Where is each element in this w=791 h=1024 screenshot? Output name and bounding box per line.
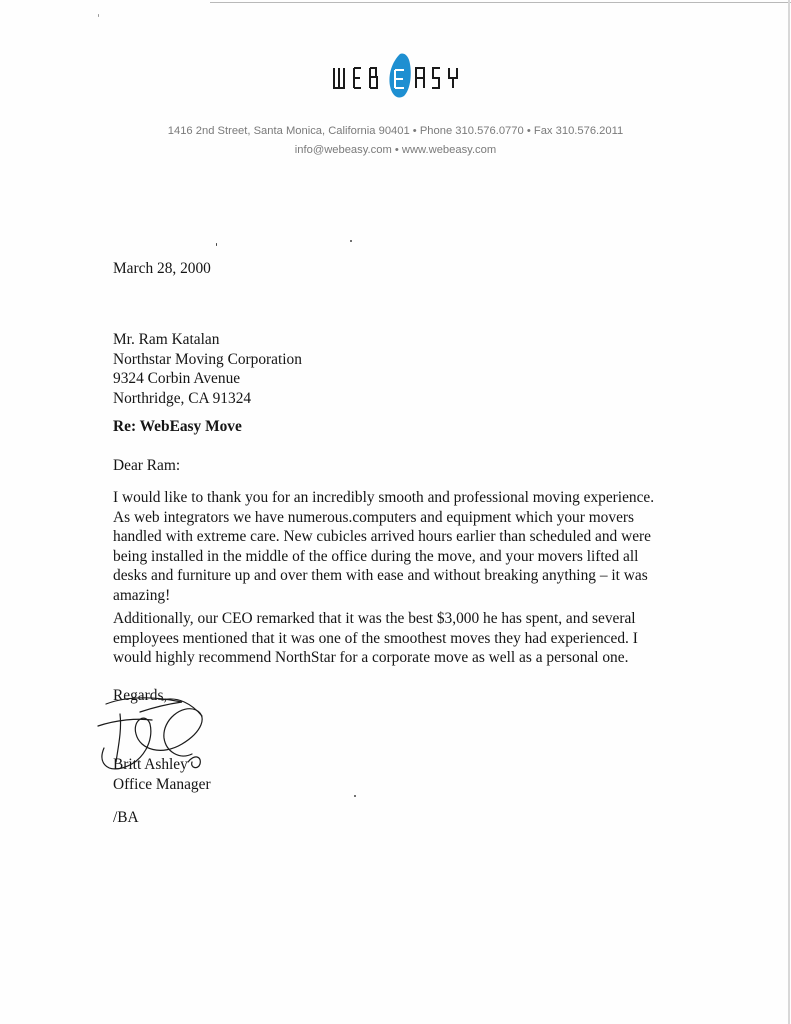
typist-initials: /BA <box>113 809 139 826</box>
scan-speck <box>98 14 99 17</box>
salutation: Dear Ram: <box>113 457 181 474</box>
recipient-name: Mr. Ram Katalan <box>113 331 220 348</box>
recipient-company: Northstar Moving Corporation <box>113 350 302 368</box>
body-paragraph-2 <box>113 609 703 668</box>
paragraph-line: desks and furniture up and over them with ease and without breaking anything – it was <box>113 567 648 584</box>
paragraph-line: amazing! <box>113 586 171 604</box>
letter-date: March 28, 2000 <box>113 260 211 277</box>
scan-speck <box>354 795 356 797</box>
logo-e-icon <box>389 54 410 98</box>
scan-speck <box>216 243 217 246</box>
paragraph-line: I would like to thank you for an incredibly smooth and professional moving experience. <box>113 489 655 506</box>
letterhead-address <box>0 122 791 160</box>
recipient-city: Northridge, CA 91324 <box>113 389 252 407</box>
webeasy-logo-mark <box>332 52 462 102</box>
recipient-block <box>113 330 302 408</box>
paragraph-line: Additionally, our CEO remarked that it was the best $3,000 he has spent, and several <box>113 610 636 627</box>
subject-line: Re: WebEasy Move <box>113 418 242 435</box>
contact-line: info@webeasy.com • www.webeasy.com <box>294 144 497 156</box>
paragraph-line: employees mentioned that it was one of the smoothest moves they had experienced. I <box>113 629 638 647</box>
paragraph-line: handled with extreme care. New cubicles arrived hours earlier than scheduled and were <box>113 528 652 545</box>
paragraph-line: being installed in the middle of the office during the move, and your movers lifted all <box>113 547 639 565</box>
signer-title: Office Manager <box>113 775 211 793</box>
signer-name: Britt Ashley <box>113 756 188 773</box>
address-line: 1416 2nd Street, Santa Monica, California 90401 • Phone 310.576.0770 • Fax 310.576.2011 <box>167 125 624 137</box>
signer-block <box>113 755 211 794</box>
scan-edge-top <box>210 2 791 3</box>
company-logo <box>332 52 462 102</box>
paragraph-line: As web integrators we have numerous.computers and equipment which your movers <box>113 508 635 526</box>
recipient-street: 9324 Corbin Avenue <box>113 370 241 387</box>
scan-speck <box>350 240 352 242</box>
body-paragraph-1 <box>113 488 703 605</box>
paragraph-line: would highly recommend NorthStar for a corporate move as well as a personal one. <box>113 649 629 666</box>
closing: Regards, <box>113 687 168 704</box>
